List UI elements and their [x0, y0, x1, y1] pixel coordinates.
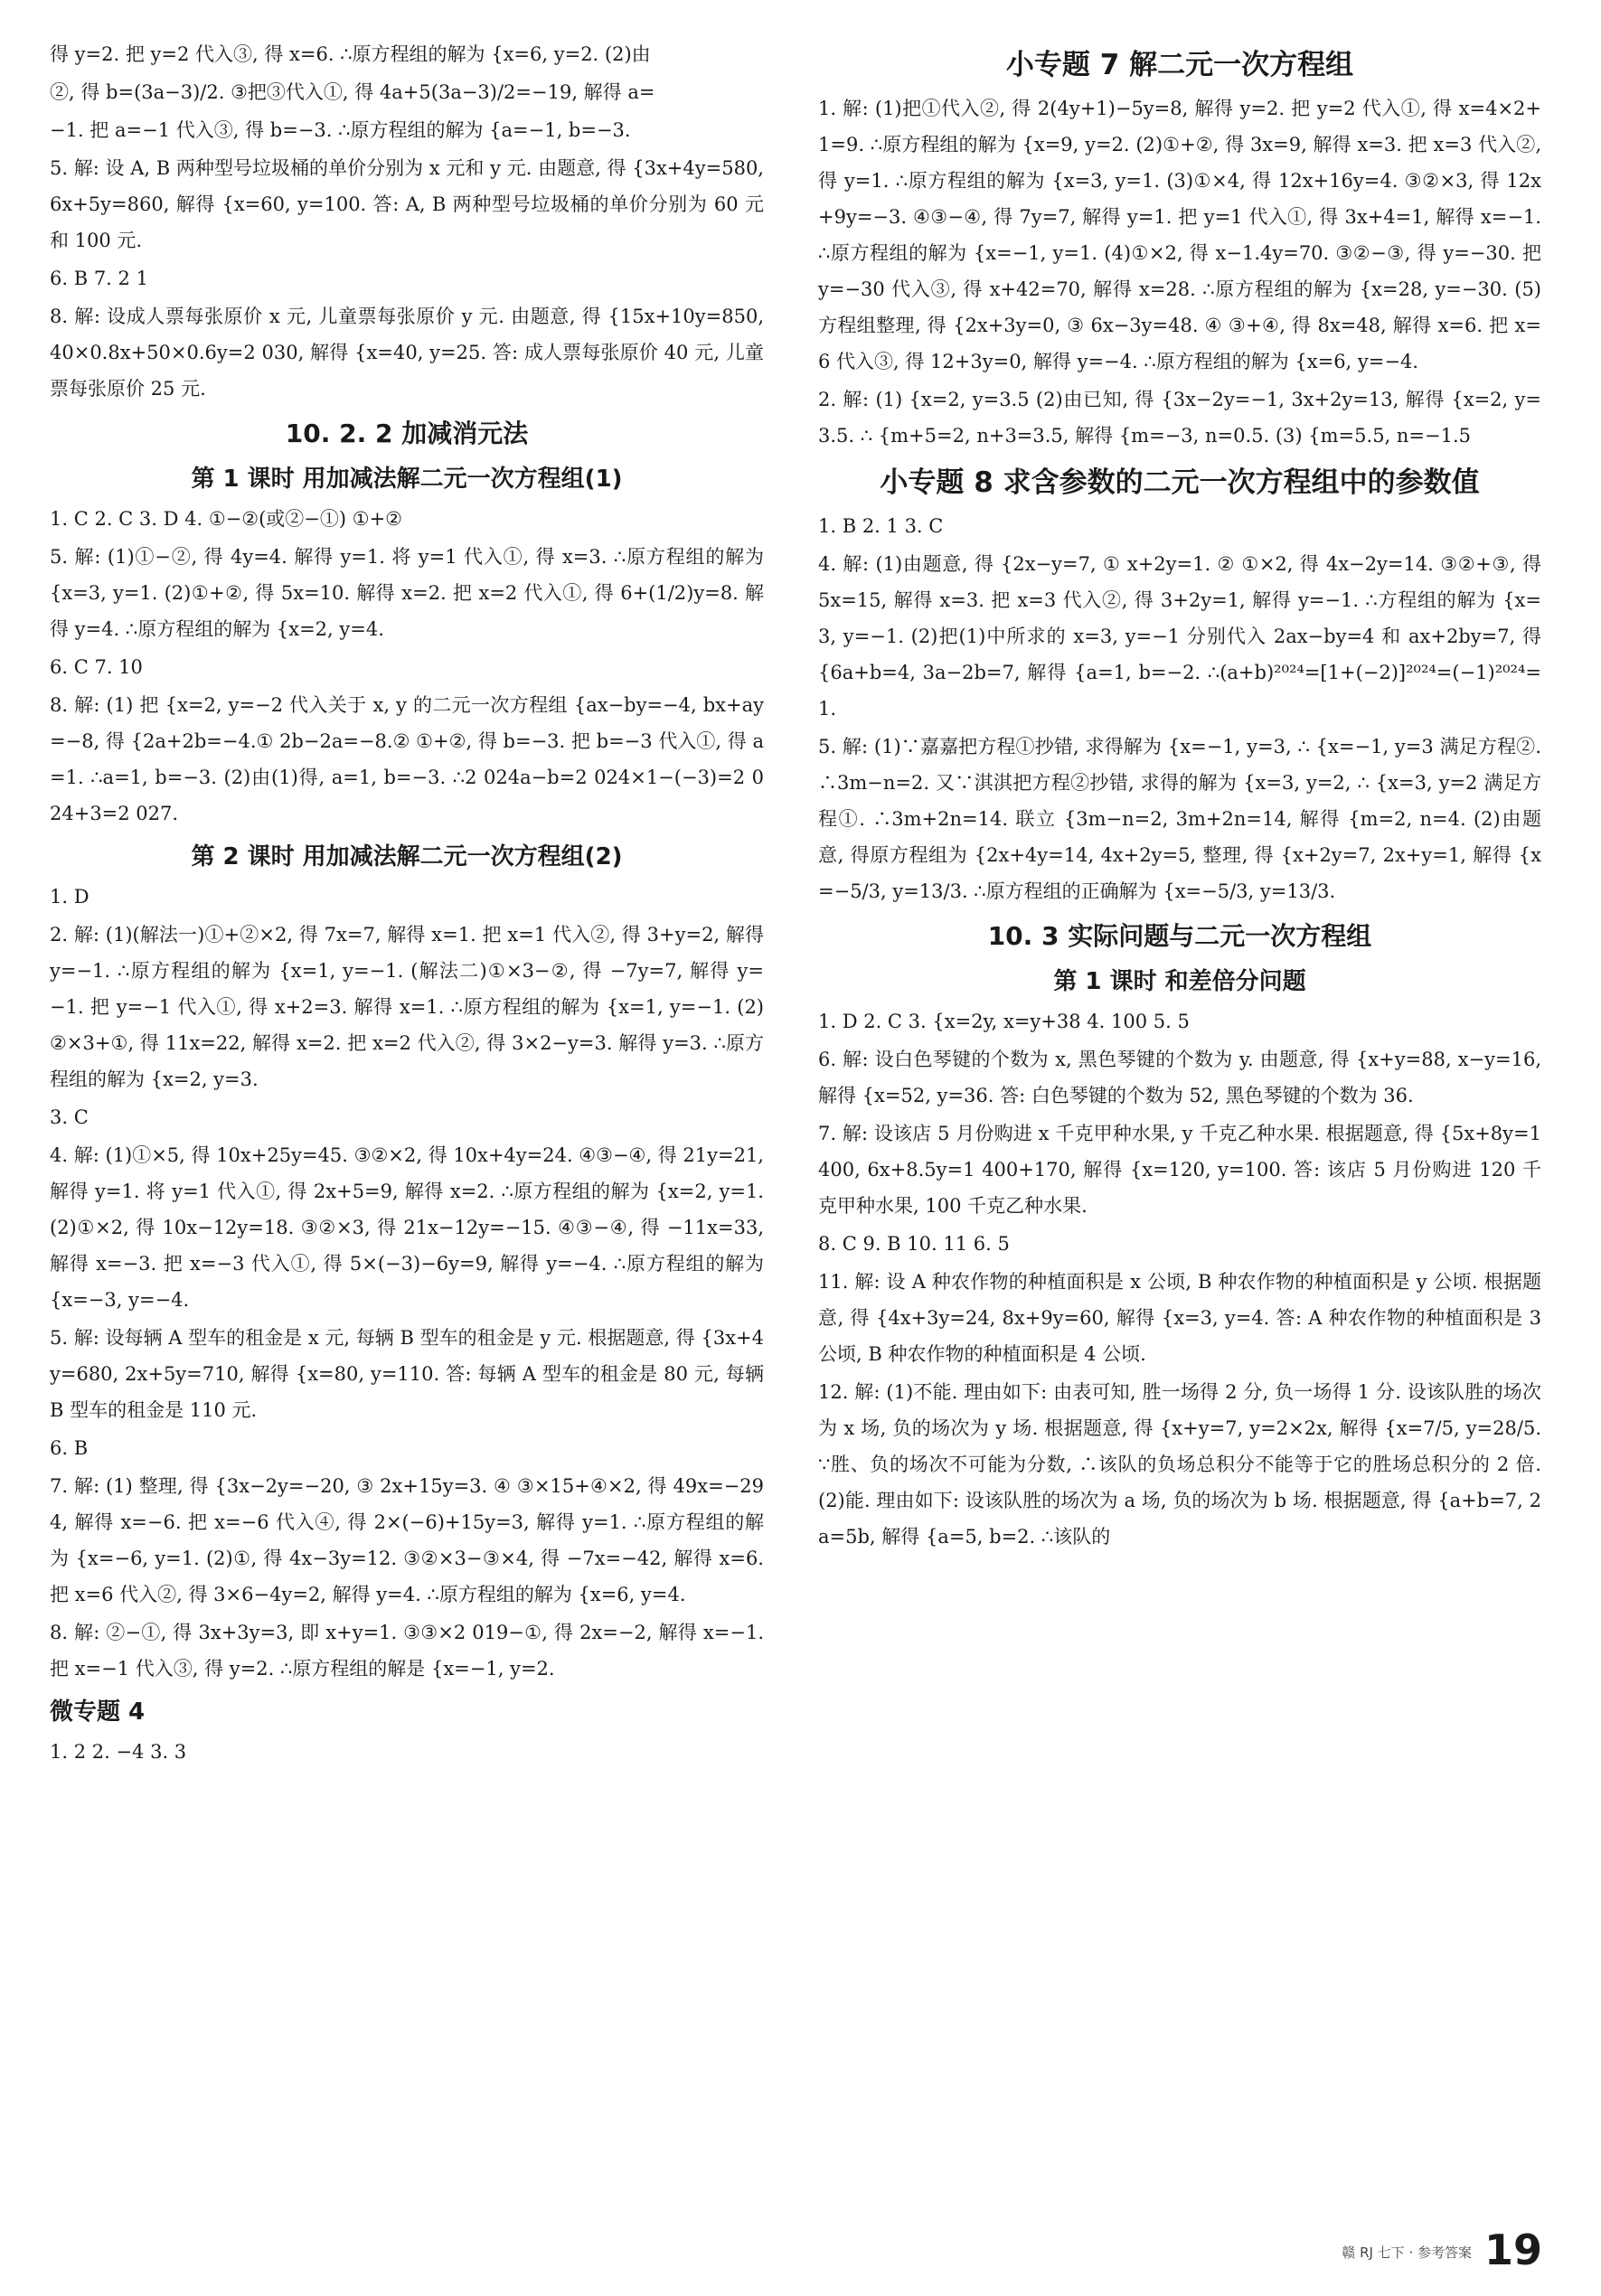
answer-paragraph: 得 y=2. 把 y=2 代入③, 得 x=6. ∴原方程组的解为 {x=6, y=2. (2)由 — [50, 43, 651, 65]
answer-paragraph: 5. 解: (1)①−②, 得 4y=4. 解得 y=1. 将 y=1 代入①, 得 x=3. ∴原方程组的解为 {x=3, y=1. (2)①+②, 得 5x=10. 解得 x=2. 把 x=2 代入①, 得 6+(1/2)y=8. 解得 y=4. ∴原方程组的解为 {x=2, y=4. — [50, 546, 764, 640]
footer-source: 赣 RJ 七下 · 参考答案 — [1342, 2244, 1472, 2261]
topic-heading: 小专题 8 求含参数的二元一次方程组中的参数值 — [880, 466, 1480, 499]
lesson-heading: 第 2 课时 用加减法解二元一次方程组(2) — [191, 843, 623, 870]
answer-paragraph: 1. C 2. C 3. D 4. ①−②(或②−①) ①+② — [50, 508, 402, 530]
left-column — [50, 36, 764, 1772]
sub-heading: 微专题 4 — [50, 1698, 146, 1726]
answer-paragraph: 1. D — [50, 886, 89, 908]
answer-paragraph: ②, 得 b=(3a−3)/2. ③把③代入①, 得 4a+5(3a−3)/2=−19, 解得 a= — [50, 81, 655, 103]
answer-paragraph: 7. 解: (1) 整理, 得 {3x−2y=−20, ③ 2x+15y=3. ④ ③×15+④×2, 得 49x=−294, 解得 x=−6. 把 x=−6 代入④, 得 2×(−6)+15y=3, 解得 y=1. ∴原方程组的解为 {x=−6, y=1. (2)①, 得 4x−3y=12. ③②×3−③×4, 得 −7x=−42, 解得 x=6. 把 x=6 代入②, 得 3×6−4y=2, 解得 y=4. ∴原方程组的解为 {x=6, y=4. — [50, 1475, 764, 1605]
answer-paragraph: 6. B — [50, 1437, 89, 1459]
page-number: 19 — [1483, 2225, 1542, 2274]
answer-paragraph: 12. 解: (1)不能. 理由如下: 由表可知, 胜一场得 2 分, 负一场得 1 分. 设该队胜的场次为 x 场, 负的场次为 y 场. 根据题意, 得 {x+y=7, y=2×2x, 解得 {x=7/5, y=28/5. ∵胜、负的场次不可能为分数, ∴该队的负场总积分不能等于它的胜场总积分的 2 倍. (2)能. 理由如下: 设该队胜的场次为 a 场, 负的场次为 b 场. 根据题意, 得 {a+b=7, 2a=5b, 解得 {a=5, b=2. ∴该队的 — [818, 1381, 1541, 1548]
topic-heading: 小专题 7 解二元一次方程组 — [1005, 49, 1354, 81]
page-footer — [1342, 2225, 1542, 2274]
answer-paragraph: 3. C — [50, 1106, 89, 1128]
answer-paragraph: 8. 解: 设成人票每张原价 x 元, 儿童票每张原价 y 元. 由题意, 得 {15x+10y=850, 40×0.8x+50×0.6y=2 030, 解得 {x=40, y=25. 答: 成人票每张原价 40 元, 儿童票每张原价 25 元. — [50, 306, 764, 400]
lesson-heading: 第 1 课时 用加减法解二元一次方程组(1) — [191, 466, 623, 493]
answer-paragraph: 4. 解: (1)由题意, 得 {2x−y=7, ① x+2y=1. ② ①×2, 得 4x−2y=14. ③②+③, 得 5x=15, 解得 x=3. 把 x=3 代入②, 得 3+2y=1, 解得 y=−1. ∴方程组的解为 {x=3, y=−1. (2)把(1)中所求的 x=3, y=−1 分别代入 2ax−by=4 和 ax+2by=7, 得 {6a+b=4, 3a−2b=7, 解得 {a=1, b=−2. ∴(a+b)²⁰²⁴=[1+(−2)]²⁰²⁴=(−1)²⁰²⁴=1. — [818, 553, 1541, 720]
answer-paragraph: 2. 解: (1) {x=2, y=3.5 (2)由已知, 得 {3x−2y=−1, 3x+2y=13, 解得 {x=2, y=3.5. ∴ {m+5=2, n+3=3.5, 解得 {m=−3, n=0.5. (3) {m=5.5, n=−1.5 — [818, 389, 1541, 447]
answer-paragraph: −1. 把 a=−1 代入③, 得 b=−3. ∴原方程组的解为 {a=−1, b=−3. — [50, 119, 631, 141]
answer-paragraph: 8. 解: (1) 把 {x=2, y=−2 代入关于 x, y 的二元一次方程组 {ax−by=−4, bx+ay=−8, 得 {2a+2b=−4.① 2b−2a=−8.② ①+②, 得 b=−3. 把 b=−3 代入①, 得 a=1. ∴a=1, b=−3. (2)由(1)得, a=1, b=−3. ∴2 024a−b=2 024×1−(−3)=2 024+3=2 027. — [50, 694, 764, 824]
answer-paragraph: 5. 解: 设每辆 A 型车的租金是 x 元, 每辆 B 型车的租金是 y 元. 根据题意, 得 {3x+4y=680, 2x+5y=710, 解得 {x=80, y=110. 答: 每辆 A 型车的租金是 80 元, 每辆 B 型车的租金是 110 元. — [50, 1327, 764, 1421]
answer-paragraph: 2. 解: (1)(解法一)①+②×2, 得 7x=7, 解得 x=1. 把 x=1 代入②, 得 3+y=2, 解得 y=−1. ∴原方程组的解为 {x=1, y=−1. (解法二)①×3−②, 得 −7y=7, 解得 y=−1. 把 y=−1 代入①, 得 x+2=3. 解得 x=1. ∴原方程组的解为 {x=1, y=−1. (2)②×3+①, 得 11x=22, 解得 x=2. 把 x=2 代入②, 得 3×2−y=3. 解得 y=3. ∴原方程组的解为 {x=2, y=3. — [50, 924, 764, 1090]
answer-paragraph: 1. 2 2. −4 3. 3 — [50, 1741, 187, 1763]
lesson-heading: 第 1 课时 和差倍分问题 — [1053, 968, 1306, 995]
answer-paragraph: 11. 解: 设 A 种农作物的种植面积是 x 公顷, B 种农作物的种植面积是 y 公顷. 根据题意, 得 {4x+3y=24, 8x+9y=60, 解得 {x=3, y=4. 答: A 种农作物的种植面积是 3 公顷, B 种农作物的种植面积是 4 公顷. — [818, 1271, 1541, 1365]
right-column — [818, 36, 1541, 1557]
answer-paragraph: 8. 解: ②−①, 得 3x+3y=3, 即 x+y=1. ③③×2 019−①, 得 2x=−2, 解得 x=−1. 把 x=−1 代入③, 得 y=2. ∴原方程组的解是 {x=−1, y=2. — [50, 1622, 764, 1680]
answer-paragraph: 7. 解: 设该店 5 月份购进 x 千克甲种水果, y 千克乙种水果. 根据题意, 得 {5x+8y=1 400, 6x+8.5y=1 400+170, 解得 {x=120, y=100. 答: 该店 5 月份购进 120 千克甲种水果, 100 千克乙种水果. — [818, 1123, 1541, 1217]
answer-paragraph: 1. B 2. 1 3. C — [818, 515, 944, 537]
answer-paragraph: 6. C 7. 10 — [50, 656, 143, 678]
answer-paragraph: 1. D 2. C 3. {x=2y, x=y+38 4. 100 5. 5 — [818, 1011, 1190, 1032]
answer-paragraph: 5. 解: (1)∵嘉嘉把方程①抄错, 求得解为 {x=−1, y=3, ∴ {x=−1, y=3 满足方程②. ∴3m−n=2. 又∵淇淇把方程②抄错, 求得的解为 {x=3, y=2, ∴ {x=3, y=2 满足方程①. ∴3m+2n=14. 联立 {3m−n=2, 3m+2n=14, 解得 {m=2, n=4. (2)由题意, 得原方程组为 {2x+4y=14, 4x+2y=5, 整理, 得 {x+2y=7, 2x+y=1, 解得 {x=−5/3, y=13/3. ∴原方程组的正确解为 {x=−5/3, y=13/3. — [818, 736, 1541, 902]
answer-paragraph: 6. B 7. 2 1 — [50, 268, 148, 289]
answer-paragraph: 5. 解: 设 A, B 两种型号垃圾桶的单价分别为 x 元和 y 元. 由题意, 得 {3x+4y=580, 6x+5y=860, 解得 {x=60, y=100. 答: A, B 两种型号垃圾桶的单价分别为 60 元和 100 元. — [50, 157, 764, 251]
section-heading: 10. 2. 2 加减消元法 — [285, 419, 529, 448]
answer-paragraph: 6. 解: 设白色琴键的个数为 x, 黑色琴键的个数为 y. 由题意, 得 {x+y=88, x−y=16, 解得 {x=52, y=36. 答: 白色琴键的个数为 52, 黑色琴键的个数为 36. — [818, 1049, 1541, 1106]
answer-paragraph: 4. 解: (1)①×5, 得 10x+25y=45. ③②×2, 得 10x+4y=24. ④③−④, 得 21y=21, 解得 y=1. 将 y=1 代入①, 得 2x+5=9, 解得 x=2. ∴原方程组的解为 {x=2, y=1. (2)①×2, 得 10x−12y=18. ③②×3, 得 21x−12y=−15. ④③−④, 得 −11x=33, 解得 x=−3. 把 x=−3 代入①, 得 5×(−3)−6y=9, 解得 y=−4. ∴原方程组的解为 {x=−3, y=−4. — [50, 1144, 764, 1311]
answer-paragraph: 1. 解: (1)把①代入②, 得 2(4y+1)−5y=8, 解得 y=2. 把 y=2 代入①, 得 x=4×2+1=9. ∴原方程组的解为 {x=9, y=2. (2)①+②, 得 3x=9, 解得 x=3. 把 x=3 代入②, 得 y=1. ∴原方程组的解为 {x=3, y=1. (3)①×4, 得 12x+16y=4. ③②×3, 得 12x+9y=−3. ④③−④, 得 7y=7, 解得 y=1. 把 y=1 代入①, 得 3x+4=1, 解得 x=−1. ∴原方程组的解为 {x=−1, y=1. (4)①×2, 得 x−1.4y=70. ③②−③, 得 y=−30. 把 y=−30 代入③, 得 x+42=70, 解得 x=28. ∴原方程组的解为 {x=28, y=−30. (5)方程组整理, 得 {2x+3y=0, ③ 6x−3y=48. ④ ③+④, 得 8x=48, 解得 x=6. 把 x=6 代入③, 得 12+3y=0, 解得 y=−4. ∴原方程组的解为 {x=6, y=−4. — [818, 98, 1541, 372]
answer-paragraph: 8. C 9. B 10. 11 6. 5 — [818, 1233, 1010, 1255]
section-heading: 10. 3 实际问题与二元一次方程组 — [987, 921, 1372, 951]
